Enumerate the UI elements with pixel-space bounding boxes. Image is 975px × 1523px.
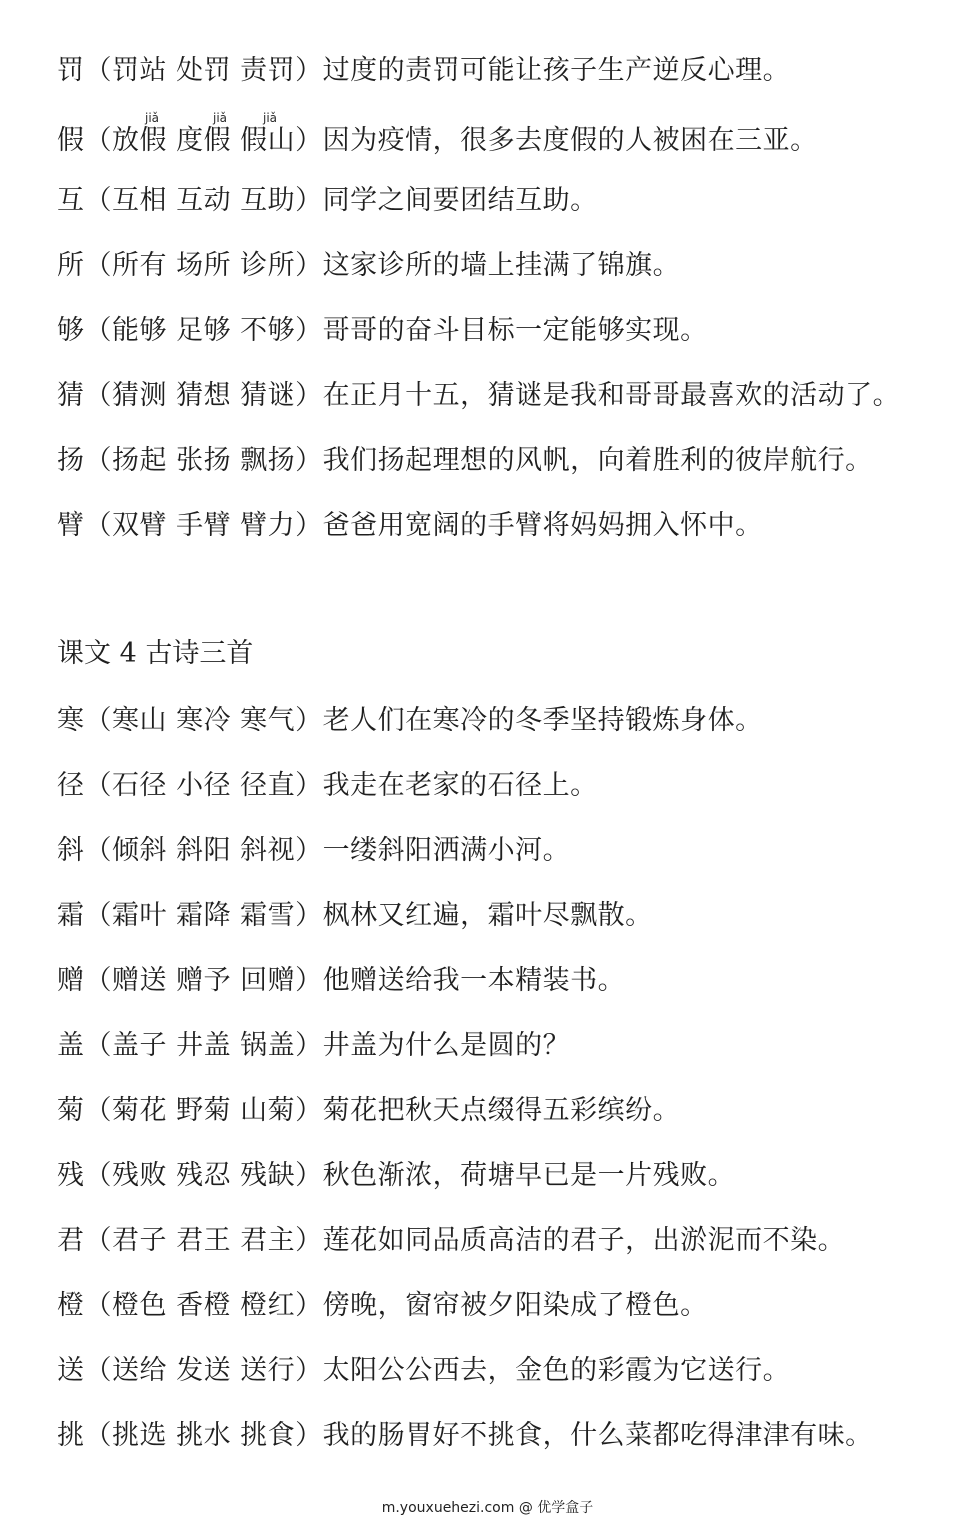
lesson-heading: 课文 4 古诗三首 bbox=[57, 638, 254, 669]
pinyin-jia-2: jiǎ bbox=[213, 111, 228, 125]
vocab-line-can: 残（残败 残忍 残缺）秋色渐浓，荷塘早已是一片残败。 bbox=[57, 1160, 736, 1191]
vocab-line-gai: 盖（盖子 井盖 锅盖）井盖为什么是圆的？ bbox=[57, 1030, 571, 1061]
pinyin-jia-3: jiǎ bbox=[263, 111, 278, 125]
vocab-line-zeng: 赠（赠送 赠予 回赠）他赠送给我一本精装书。 bbox=[57, 965, 626, 996]
vocab-line-jia: 假（放假 度假 假山）因为疫情，很多去度假的人被困在三亚。 bbox=[57, 125, 818, 156]
footer-watermark: m.youxuehezi.com @ 优学盒子 bbox=[381, 1500, 594, 1516]
vocab-line-tiao: 挑（挑选 挑水 挑食）我的肠胃好不挑食，什么菜都吃得津津有味。 bbox=[57, 1420, 873, 1451]
vocab-line-han: 寒（寒山 寒冷 寒气）老人们在寒冷的冬季坚持锻炼身体。 bbox=[57, 705, 763, 736]
vocab-line-jing: 径（石径 小径 径直）我走在老家的石径上。 bbox=[57, 770, 598, 801]
vocab-line-bi: 臂（双臂 手臂 臂力）爸爸用宽阔的手臂将妈妈拥入怀中。 bbox=[57, 510, 763, 541]
vocab-line-song: 送（送给 发送 送行）太阳公公西去，金色的彩霞为它送行。 bbox=[57, 1355, 791, 1386]
vocab-line-cai: 猜（猜测 猜想 猜谜）在正月十五，猜谜是我和哥哥最喜欢的活动了。 bbox=[57, 380, 901, 411]
vocab-line-jun: 君（君子 君王 君主）莲花如同品质高洁的君子，出淤泥而不染。 bbox=[57, 1225, 846, 1256]
vocab-line-ju: 菊（菊花 野菊 山菊）菊花把秋天点缀得五彩缤纷。 bbox=[57, 1095, 681, 1126]
vocab-line-hu: 互（互相 互动 互助）同学之间要团结互助。 bbox=[57, 185, 598, 216]
vocab-line-shuang: 霜（霜叶 霜降 霜雪）枫林又红遍，霜叶尽飘散。 bbox=[57, 900, 653, 931]
vocab-line-yang: 扬（扬起 张扬 飘扬）我们扬起理想的风帆，向着胜利的彼岸航行。 bbox=[57, 445, 873, 476]
vocab-line-xie: 斜（倾斜 斜阳 斜视）一缕斜阳洒满小河。 bbox=[57, 835, 571, 866]
vocab-line-suo: 所（所有 场所 诊所）这家诊所的墙上挂满了锦旗。 bbox=[57, 250, 681, 281]
pinyin-jia-1: jiǎ bbox=[145, 111, 160, 125]
vocab-line-fa: 罚（罚站 处罚 责罚）过度的责罚可能让孩子生产逆反心理。 bbox=[57, 55, 791, 86]
vocab-line-cheng: 橙（橙色 香橙 橙红）傍晚，窗帘被夕阳染成了橙色。 bbox=[57, 1290, 708, 1321]
vocab-line-gou: 够（能够 足够 不够）哥哥的奋斗目标一定能够实现。 bbox=[57, 315, 708, 346]
